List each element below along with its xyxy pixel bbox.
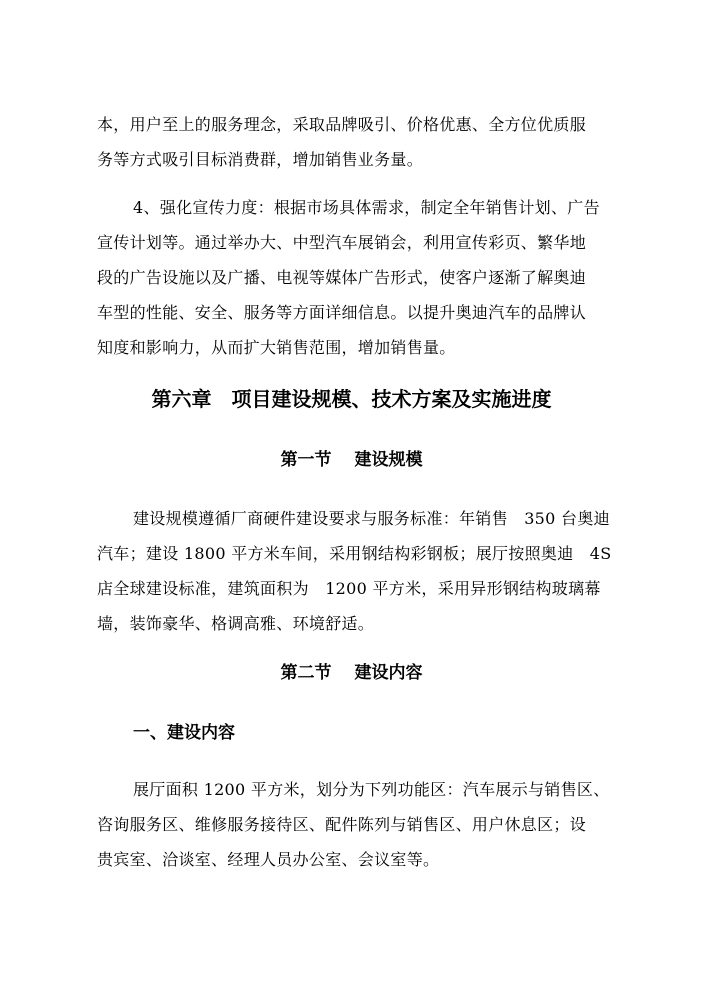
paragraph1-line-1: 本，用户至上的服务理念，采取品牌吸引、价格优惠、全方位优质服 xyxy=(97,115,587,134)
paragraph2-line-3: 段的广告设施以及广播、电视等媒体广告形式，使客户逐渐了解奥迪 xyxy=(97,268,587,287)
paragraph3-line-1: 建设规模遵循厂商硬件建设要求与服务标准：年销售 350 台奥迪 xyxy=(133,509,610,528)
paragraph3-line-4: 墙，装饰豪华、格调高雅、环境舒适。 xyxy=(97,614,375,633)
paragraph3-line-3: 店全球建设标准，建筑面积为 1200 平方米，采用异形钢结构玻璃幕 xyxy=(97,579,601,598)
paragraph1-line-2: 务等方式吸引目标消费群，增加销售业务量。 xyxy=(97,150,424,169)
section2-title: 第二节 建设内容 xyxy=(280,663,423,683)
paragraph4-line-1: 展厅面积 1200 平方米，划分为下列功能区：汽车展示与销售区、 xyxy=(133,780,610,799)
paragraph4-line-2: 咨询服务区、维修服务接待区、配件陈列与销售区、用户休息区；设 xyxy=(97,815,587,834)
paragraph2-line-4: 车型的性能、安全、服务等方面详细信息。以提升奥迪汽车的品牌认 xyxy=(97,303,587,322)
paragraph2-line-1: 4、强化宣传力度：根据市场具体需求，制定全年销售计划、广告 xyxy=(133,198,600,217)
paragraph2-line-5: 知度和影响力，从而扩大销售范围，增加销售量。 xyxy=(97,338,456,357)
paragraph4-line-3: 贵宾室、洽谈室、经理人员办公室、会议室等。 xyxy=(97,850,440,869)
section1-title: 第一节 建设规模 xyxy=(280,450,423,470)
paragraph3-line-2: 汽车；建设 1800 平方米车间，采用钢结构彩钢板；展厅按照奥迪 4S xyxy=(97,544,612,563)
paragraph2-line-2: 宣传计划等。通过举办大、中型汽车展销会，利用宣传彩页、繁华地 xyxy=(97,233,587,252)
subheading-construction-content: 一、建设内容 xyxy=(133,723,235,743)
chapter-title: 第六章 项目建设规模、技术方案及实施进度 xyxy=(151,387,552,411)
